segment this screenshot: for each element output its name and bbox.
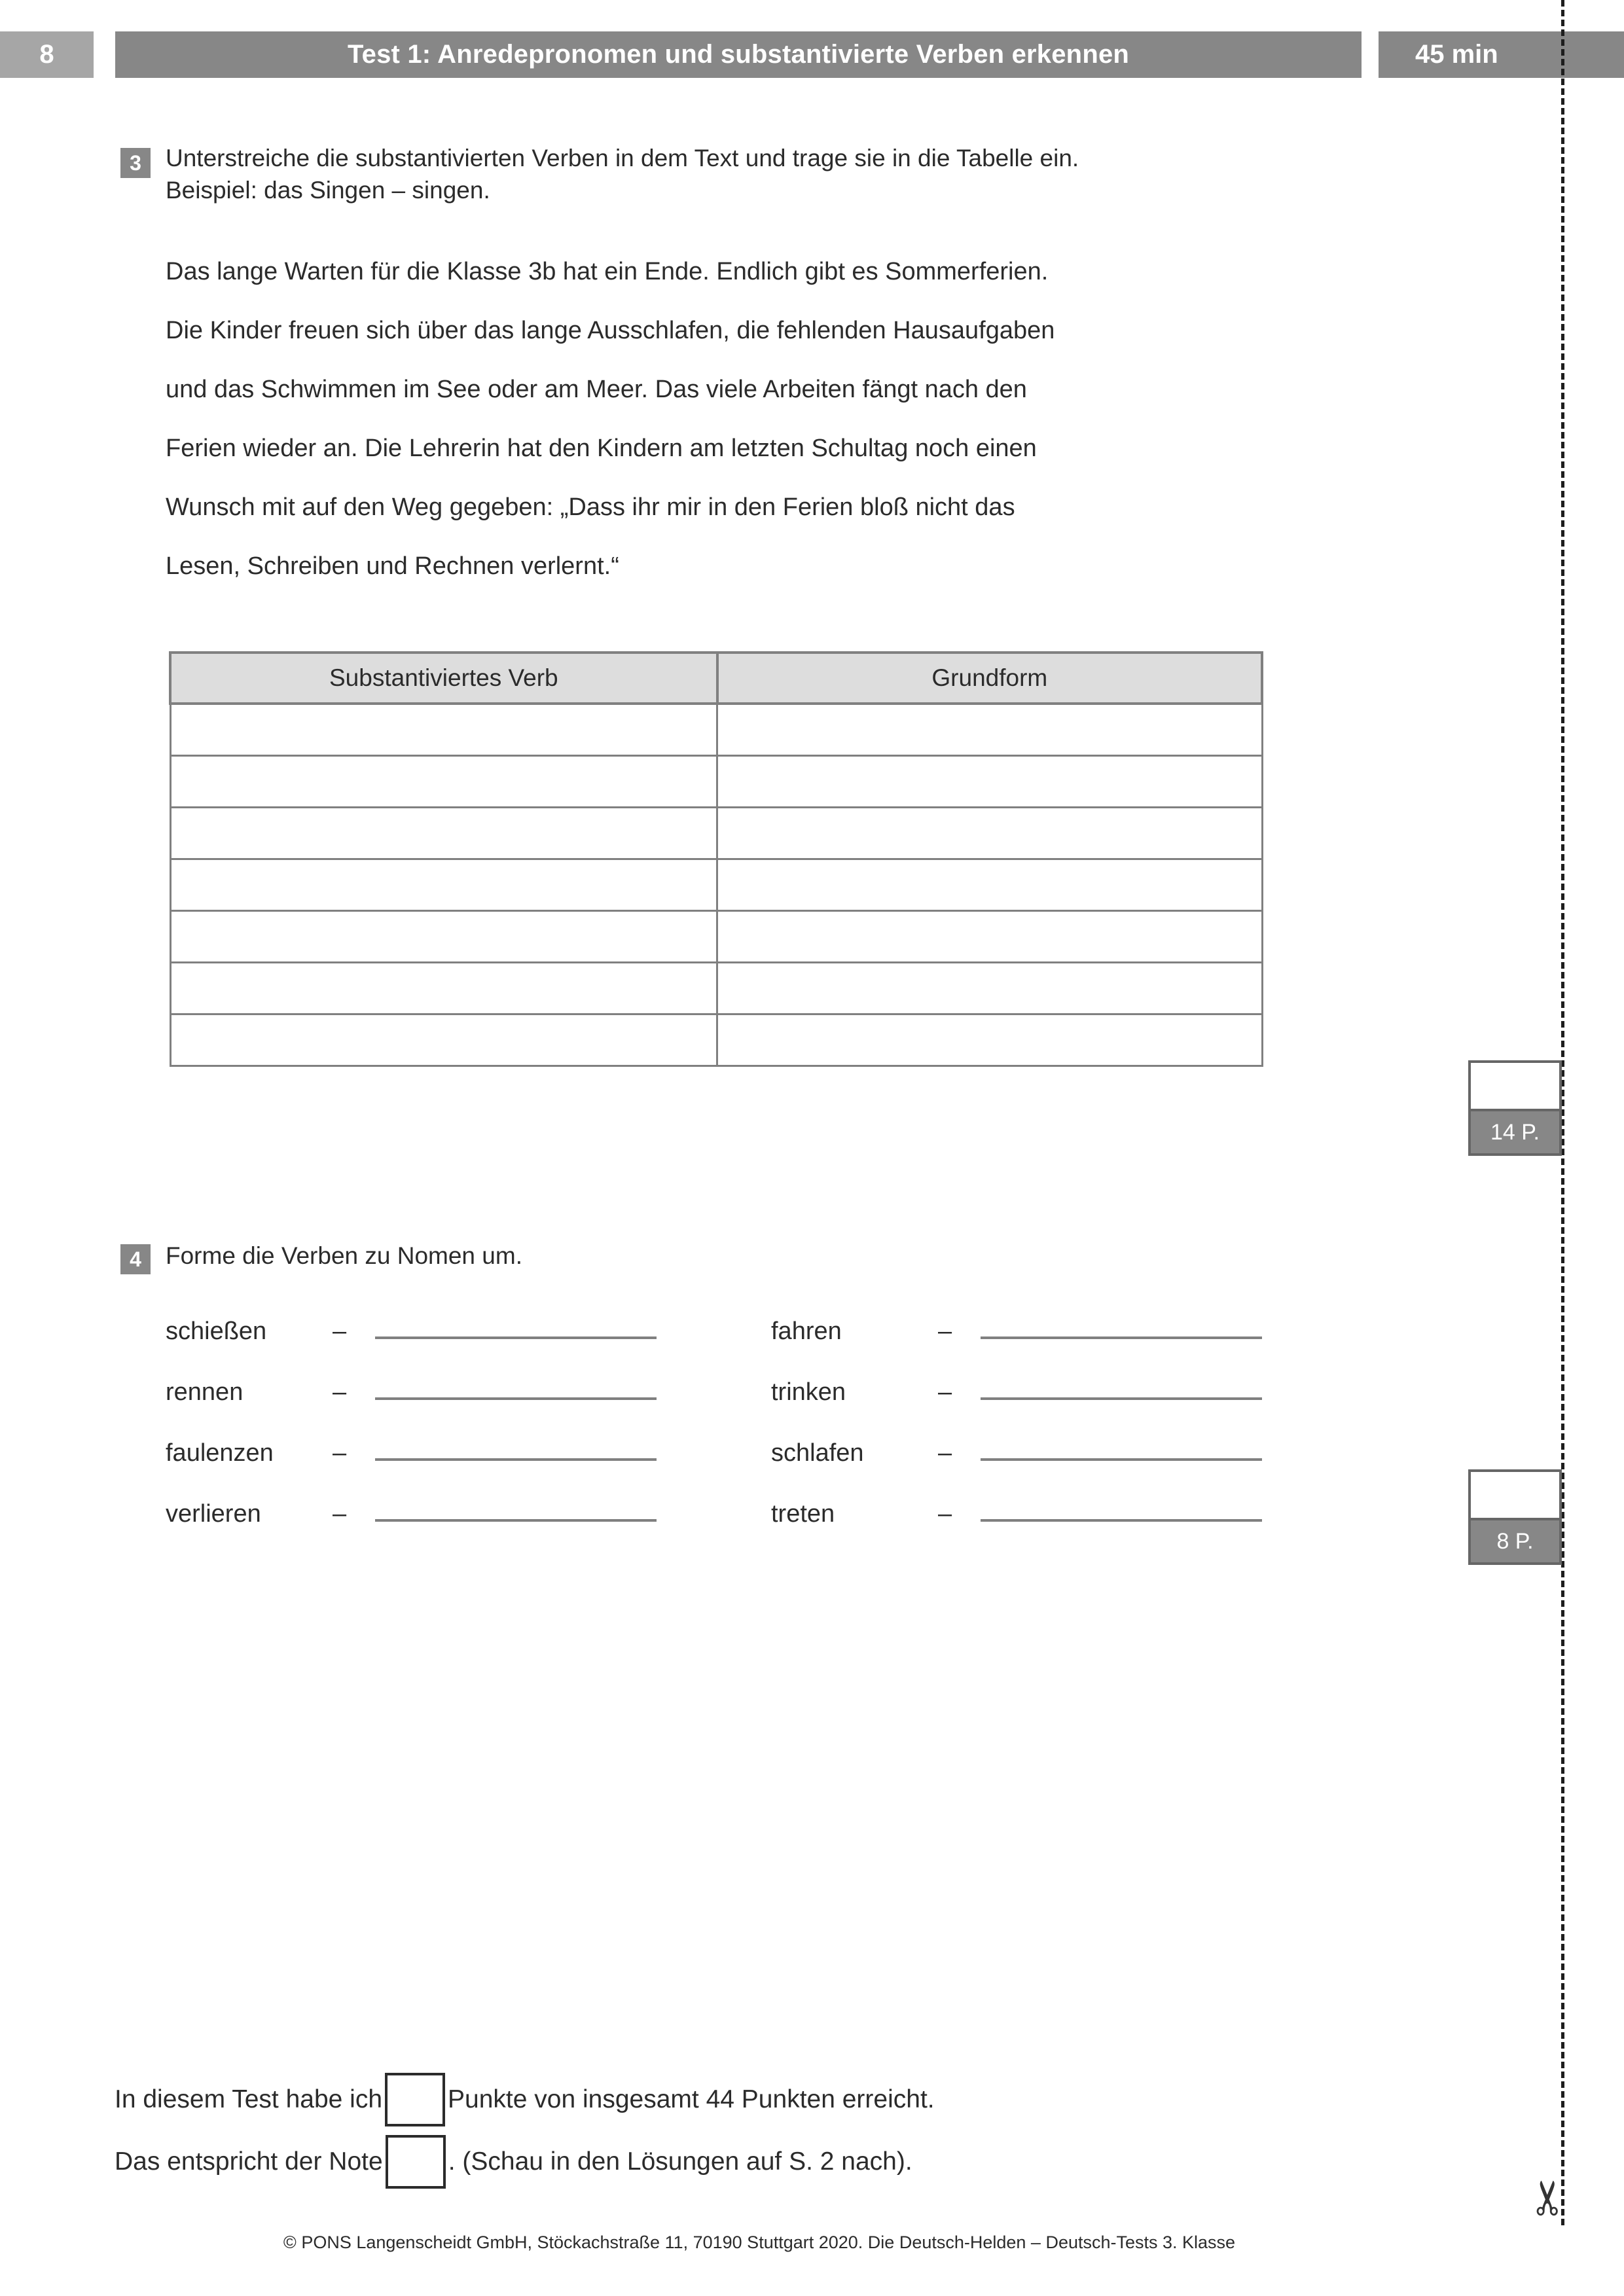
reading-text-line-6: Lesen, Schreiben und Rechnen verlernt.“ [166, 552, 619, 580]
score-box-exercise-4 [1468, 1469, 1562, 1565]
answer-blank[interactable] [375, 1492, 657, 1522]
exercise-number-4 [120, 1244, 151, 1274]
verb-label: treten [771, 1500, 835, 1528]
reading-text-line-5: Wunsch mit auf den Weg gegeben: „Dass ihr mir in den Ferien bloß nicht das [166, 493, 1015, 521]
cell-substantiviertes-verb[interactable] [170, 704, 717, 756]
table-row [170, 911, 1262, 963]
summary-points-row [115, 2068, 935, 2130]
summary-points-input[interactable] [385, 2073, 445, 2126]
cell-grundform[interactable] [717, 756, 1262, 808]
summary-grade-prefix: Das entspricht der Note [115, 2147, 383, 2176]
cell-substantiviertes-verb[interactable] [170, 808, 717, 859]
substantivierte-verben-table [169, 651, 1263, 1067]
dash-separator: – [938, 1500, 952, 1528]
cell-grundform[interactable] [717, 963, 1262, 1014]
verb-item [771, 1309, 1269, 1346]
table-row [170, 859, 1262, 911]
page-number-badge [0, 31, 94, 78]
verb-pair-row [166, 1309, 1278, 1370]
page-number-text: 8 [39, 40, 54, 69]
verb-item [166, 1370, 771, 1407]
score-box-exercise-3 [1468, 1060, 1562, 1156]
cell-grundform[interactable] [717, 808, 1262, 859]
verb-pair-row [166, 1370, 1278, 1431]
test-title-text: Test 1: Anredepronomen und substantivierte Verben erkennen [347, 40, 1130, 69]
table-header-substantiviertes-verb: Substantiviertes Verb [170, 653, 717, 704]
summary-grade-suffix: . (Schau in den Lösungen auf S. 2 nach). [448, 2147, 912, 2176]
cell-grundform[interactable] [717, 1014, 1262, 1066]
dash-separator: – [333, 1318, 347, 1345]
summary-points-prefix: In diesem Test habe ich [115, 2085, 383, 2113]
verb-pair-row [166, 1492, 1278, 1552]
summary-grade-row [115, 2130, 935, 2193]
answer-blank[interactable] [375, 1431, 657, 1461]
cell-substantiviertes-verb[interactable] [170, 963, 717, 1014]
dash-separator: – [938, 1318, 952, 1345]
cell-substantiviertes-verb[interactable] [170, 1014, 717, 1066]
verb-item [771, 1370, 1269, 1407]
dash-separator: – [333, 1439, 347, 1467]
table-header-row [170, 653, 1262, 704]
verb-label: verlieren [166, 1500, 261, 1528]
answer-blank[interactable] [981, 1431, 1262, 1461]
verb-label: fahren [771, 1318, 842, 1345]
verb-label: schießen [166, 1318, 267, 1345]
reading-text-line-1: Das lange Warten für die Klasse 3b hat ein Ende. Endlich gibt es Sommerferien. [166, 258, 1049, 285]
cell-substantiviertes-verb[interactable] [170, 756, 717, 808]
dash-separator: – [333, 1500, 347, 1528]
time-limit-bar [1379, 31, 1624, 78]
exercise-4-instruction: Forme die Verben zu Nomen um. [166, 1242, 522, 1269]
score-input-exercise-3[interactable] [1468, 1060, 1562, 1109]
answer-blank[interactable] [981, 1309, 1262, 1339]
exercise-number-3-text: 3 [130, 151, 141, 175]
verb-item [166, 1431, 771, 1467]
reading-text-line-2: Die Kinder freuen sich über das lange Ausschlafen, die fehlenden Hausaufgaben [166, 317, 1055, 344]
copyright-footer: © PONS Langenscheidt GmbH, Stöckachstraße 11, 70190 Stuttgart 2020. Die Deutsch-Helden – Deutsch-Tests 3. Klasse [283, 2233, 1236, 2252]
verb-label: rennen [166, 1378, 244, 1406]
cell-grundform[interactable] [717, 859, 1262, 911]
test-summary [115, 2068, 935, 2193]
test-title-bar [115, 31, 1362, 78]
reading-text-line-4: Ferien wieder an. Die Lehrerin hat den Kindern am letzten Schultag noch einen [166, 435, 1037, 462]
summary-grade-input[interactable] [386, 2135, 446, 2189]
verb-item [771, 1492, 1269, 1528]
verb-label: schlafen [771, 1439, 864, 1467]
exercise-number-3 [120, 148, 151, 178]
score-label-exercise-4: 8 P. [1468, 1518, 1562, 1565]
verb-label: faulenzen [166, 1439, 274, 1467]
table-row [170, 756, 1262, 808]
summary-points-suffix: Punkte von insgesamt 44 Punkten erreicht. [448, 2085, 935, 2113]
dash-separator: – [333, 1378, 347, 1406]
cell-grundform[interactable] [717, 911, 1262, 963]
answer-blank[interactable] [981, 1492, 1262, 1522]
exercise-number-4-text: 4 [130, 1247, 141, 1271]
verb-item [166, 1492, 771, 1528]
verb-item [771, 1431, 1269, 1467]
cell-substantiviertes-verb[interactable] [170, 911, 717, 963]
answer-blank[interactable] [981, 1370, 1262, 1400]
reading-text-line-3: und das Schwimmen im See oder am Meer. Das viele Arbeiten fängt nach den [166, 376, 1027, 403]
table-row [170, 1014, 1262, 1066]
verb-pair-row [166, 1431, 1278, 1492]
table-row [170, 704, 1262, 756]
dash-separator: – [938, 1378, 952, 1406]
verb-to-noun-grid [166, 1309, 1278, 1552]
table-row [170, 963, 1262, 1014]
answer-blank[interactable] [375, 1370, 657, 1400]
exercise-3-instruction: Unterstreiche die substantivierten Verben in dem Text und trage sie in die Tabelle ein. Beispiel: das Singen – singen. [166, 145, 1079, 204]
cell-substantiviertes-verb[interactable] [170, 859, 717, 911]
scissors-icon: ✂ [1523, 2178, 1576, 2218]
cell-grundform[interactable] [717, 704, 1262, 756]
table-row [170, 808, 1262, 859]
verb-label: trinken [771, 1378, 846, 1406]
score-input-exercise-4[interactable] [1468, 1469, 1562, 1518]
answer-blank[interactable] [375, 1309, 657, 1339]
table-header-grundform: Grundform [717, 653, 1262, 704]
dash-separator: – [938, 1439, 952, 1467]
time-limit-text: 45 min [1415, 40, 1498, 69]
verb-item [166, 1309, 771, 1346]
score-label-exercise-3: 14 P. [1468, 1109, 1562, 1156]
